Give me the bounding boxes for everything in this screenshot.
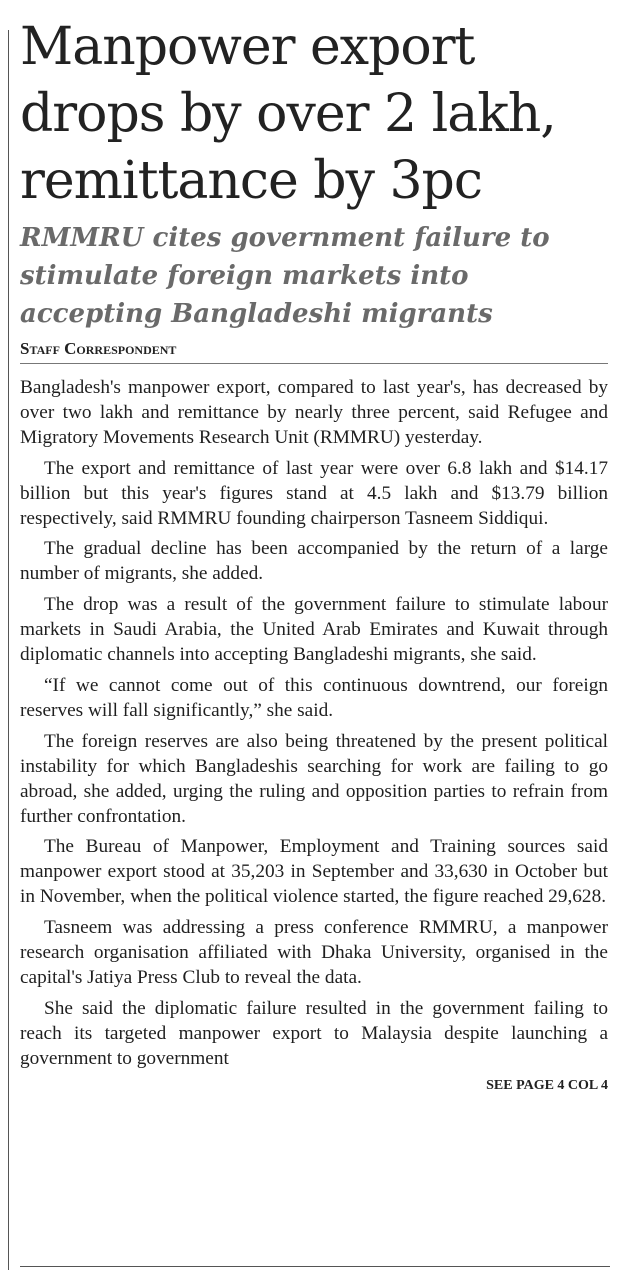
paragraph: The Bureau of Manpower, Employment and Training sources said manpower export stood at 35,203 in September and 33,630 in October but in November, when the political violence started, the figure reached 29,628. [20,836,608,908]
paragraph: The export and remittance of last year were over 6.8 lakh and $14.17 billion but this year's figures stand at 4.5 lakh and $13.79 billion respectively, said RMMRU founding chairperson Tasneem Siddiqui. [20,457,608,529]
headline: Manpower export drops by over 2 lakh, remittance by 3pc [20,17,556,211]
left-column-rule [8,30,9,1270]
paragraph: Tasneem was addressing a press conference RMMRU, a manpower research organisation affiliated with Dhaka University, organised in the capital's Jatiya Press Club to reveal the data. [20,917,608,988]
byline: Staff Correspondent [20,339,608,364]
paragraph: Bangladesh's manpower export, compared to last year's, has decreased by over two lakh and remittance by nearly three percent, said Refugee and Migratory Movements Research Unit (RMMRU) yesterday. [20,377,608,448]
deck-subheadline: RMMRU cites government failure to stimulate foreign markets into accepting Bangladeshi migrants [20,223,550,329]
paragraph: The drop was a result of the government failure to stimulate labour markets in Saudi Arabia, the United Arab Emirates and Kuwait through diplomatic channels into accepting Bangladeshi migrants, she said. [20,594,608,666]
bottom-rule [20,1266,610,1267]
continued-on-link: SEE PAGE 4 COL 4 [486,1077,608,1093]
paragraph: “If we cannot come out of this continuous downtrend, our foreign reserves will fall significantly,” she said. [20,674,608,721]
article-body [20,376,608,1072]
news-article [20,14,608,1094]
paragraph: She said the diplomatic failure resulted in the government failing to reach its targeted manpower export to Malaysia despite launching a government to government [20,997,608,1069]
paragraph: The gradual decline has been accompanied by the return of a large number of migrants, she added. [20,538,608,585]
paragraph: The foreign reserves are also being threatened by the present political instability for which Bangladeshis searching for work are failing to go abroad, she added, urging the ruling and opposition parties to refrain from further confrontation. [20,730,608,827]
